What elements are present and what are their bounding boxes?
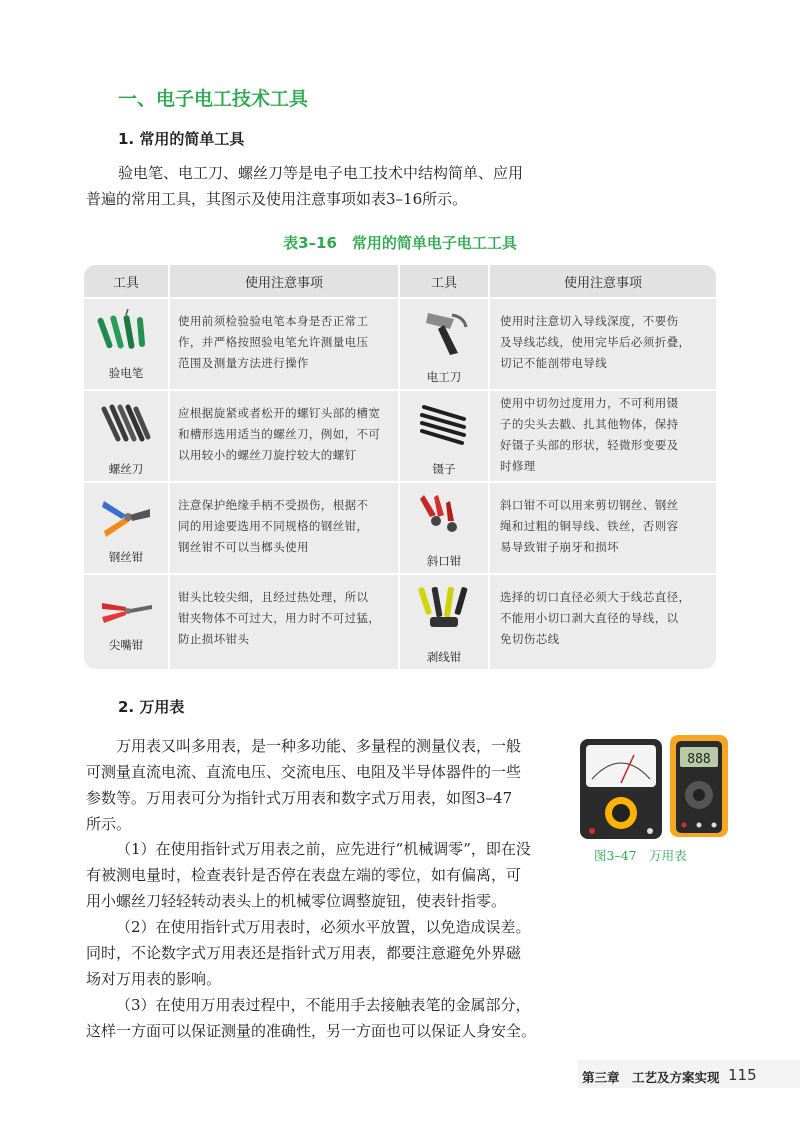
tool-name: 电工刀 [426, 370, 462, 384]
tool-name: 验电笔 [108, 366, 144, 380]
tool-cell-needle-nose-pliers [84, 575, 168, 665]
paragraph-note-3: （3）在使用万用表过程中，不能用手去接触表笔的金属部分， 这样一方面可以保证测量的准确性，另一方面也可以保证人身安全。 [86, 996, 537, 1040]
tweezers-icon [414, 399, 474, 449]
column-divider [398, 265, 400, 669]
tool-notes: 使用前须检验验电笔本身是否正常工 作，并严格按照验电笔允许测量电压 范围及测量方法进行操作 [178, 314, 369, 370]
tool-notes: 斜口钳不可以用来剪切钢丝、钢丝 绳和过粗的铜导线、铁丝，否则容 易导致钳子崩牙和损坏 [500, 498, 679, 554]
tool-name: 斜口钳 [426, 554, 462, 568]
electrician-knife-icon [414, 307, 474, 357]
table-caption: 表3–16 常用的简单电子电工工具 [283, 234, 517, 252]
section-title: 一、电子电工技术工具 [118, 88, 309, 110]
test-pen-icon [96, 307, 156, 357]
tool-name: 钢丝钳 [108, 550, 144, 564]
needle-nose-pliers-icon [96, 583, 156, 633]
tool-notes: 钳头比较尖细，且经过热处理，所以 钳夹物体不可过大，用力时不可过猛， 防止损坏钳头 [178, 590, 381, 646]
table-header-notes-left: 使用注意事项 [170, 265, 398, 297]
tool-cell-tweezers [402, 391, 486, 481]
paragraph-note-2: （2）在使用指针式万用表时，必须水平放置，以免造成误差。 同时，不论数字式万用表还是指针式万用表，都要注意避免外界磁 场对万用表的影响。 [86, 918, 531, 988]
tool-cell-combination-pliers [84, 483, 168, 573]
subsection-title-tools: 1. 常用的简单工具 [118, 130, 245, 148]
table-header-tool-left: 工具 [84, 265, 168, 297]
chapter-footer: 第三章 工艺及方案实现 [582, 1070, 720, 1085]
tool-cell-wire-stripper [402, 575, 486, 665]
figure-caption: 图3–47 万用表 [594, 848, 687, 863]
multimeter-figure [574, 733, 734, 843]
tool-cell-electrician-knife [402, 299, 486, 389]
tool-cell-screwdriver [84, 391, 168, 481]
tool-notes: 使用时注意切入导线深度，不要伤 及导线芯线，使用完毕后必须折叠， 切记不能剖带电导线 [500, 314, 691, 370]
tool-notes: 应根据旋紧或者松开的螺钉头部的槽宽 和槽形选用适当的螺丝刀，例如，不可 以用较小的螺丝刀旋拧较大的螺钉 [178, 406, 381, 462]
digital-multimeter-icon [670, 735, 728, 837]
subsection-title-multimeter: 2. 万用表 [118, 698, 185, 716]
paragraph-intro: 万用表又叫多用表，是一种多功能、多量程的测量仪表，一般 可测量直流电流、直流电压、交流电压、电阻及半导体器件的一些 参数等。万用表可分为指针式万用表和数字式万用表，如图3–47 所示。 [86, 737, 522, 833]
row-divider [84, 481, 716, 483]
page-number: 115 [728, 1066, 757, 1084]
tool-name: 镊子 [432, 462, 456, 476]
screwdriver-icon [96, 399, 156, 449]
row-divider [84, 297, 716, 299]
row-divider [84, 389, 716, 391]
analog-multimeter-icon [580, 739, 662, 839]
table-header-notes-right: 使用注意事项 [490, 265, 716, 297]
tool-notes: 使用中切勿过度用力，不可利用镊 子的尖头去戳、扎其他物体，保持 好镊子头部的形状，轻微形变要及 时修理 [500, 396, 679, 473]
tools-table [84, 265, 716, 669]
intro-line-2: 普遍的常用工具，其图示及使用注意事项如表3–16所示。 [86, 190, 468, 208]
diagonal-pliers-icon [414, 491, 474, 541]
display-readout: 888 [687, 752, 711, 767]
tool-notes: 选择的切口直径必须大于线芯直径， 不能用小切口剥大直径的导线，以 免切伤芯线 [500, 590, 691, 646]
row-divider [84, 573, 716, 575]
paragraph-note-1: （1）在使用指针式万用表之前，应先进行“机械调零”，即在没 有被测电量时，检查表针是否停在表盘左端的零位，如有偏离，可 用小螺丝刀轻轻转动表头上的机械零位调整旋钮，使表针指零。 [86, 840, 531, 910]
tool-name: 尖嘴钳 [108, 638, 144, 652]
tool-name: 剥线钳 [426, 650, 462, 664]
tool-cell-test-pen [84, 299, 168, 389]
table-header-tool-right: 工具 [400, 265, 488, 297]
wire-stripper-icon [414, 583, 474, 633]
combination-pliers-icon [96, 491, 156, 541]
column-divider [168, 265, 170, 669]
column-divider [488, 265, 490, 669]
tool-cell-diagonal-pliers [402, 483, 486, 573]
intro-line-1: 验电笔、电工刀、螺丝刀等是电子电工技术中结构简单、应用 [118, 164, 524, 182]
tool-notes: 注意保护绝缘手柄不受损伤，根据不 同的用途要选用不同规格的钢丝钳， 钢丝钳不可以当榔头使用 [178, 498, 369, 554]
tool-name: 螺丝刀 [108, 462, 144, 476]
